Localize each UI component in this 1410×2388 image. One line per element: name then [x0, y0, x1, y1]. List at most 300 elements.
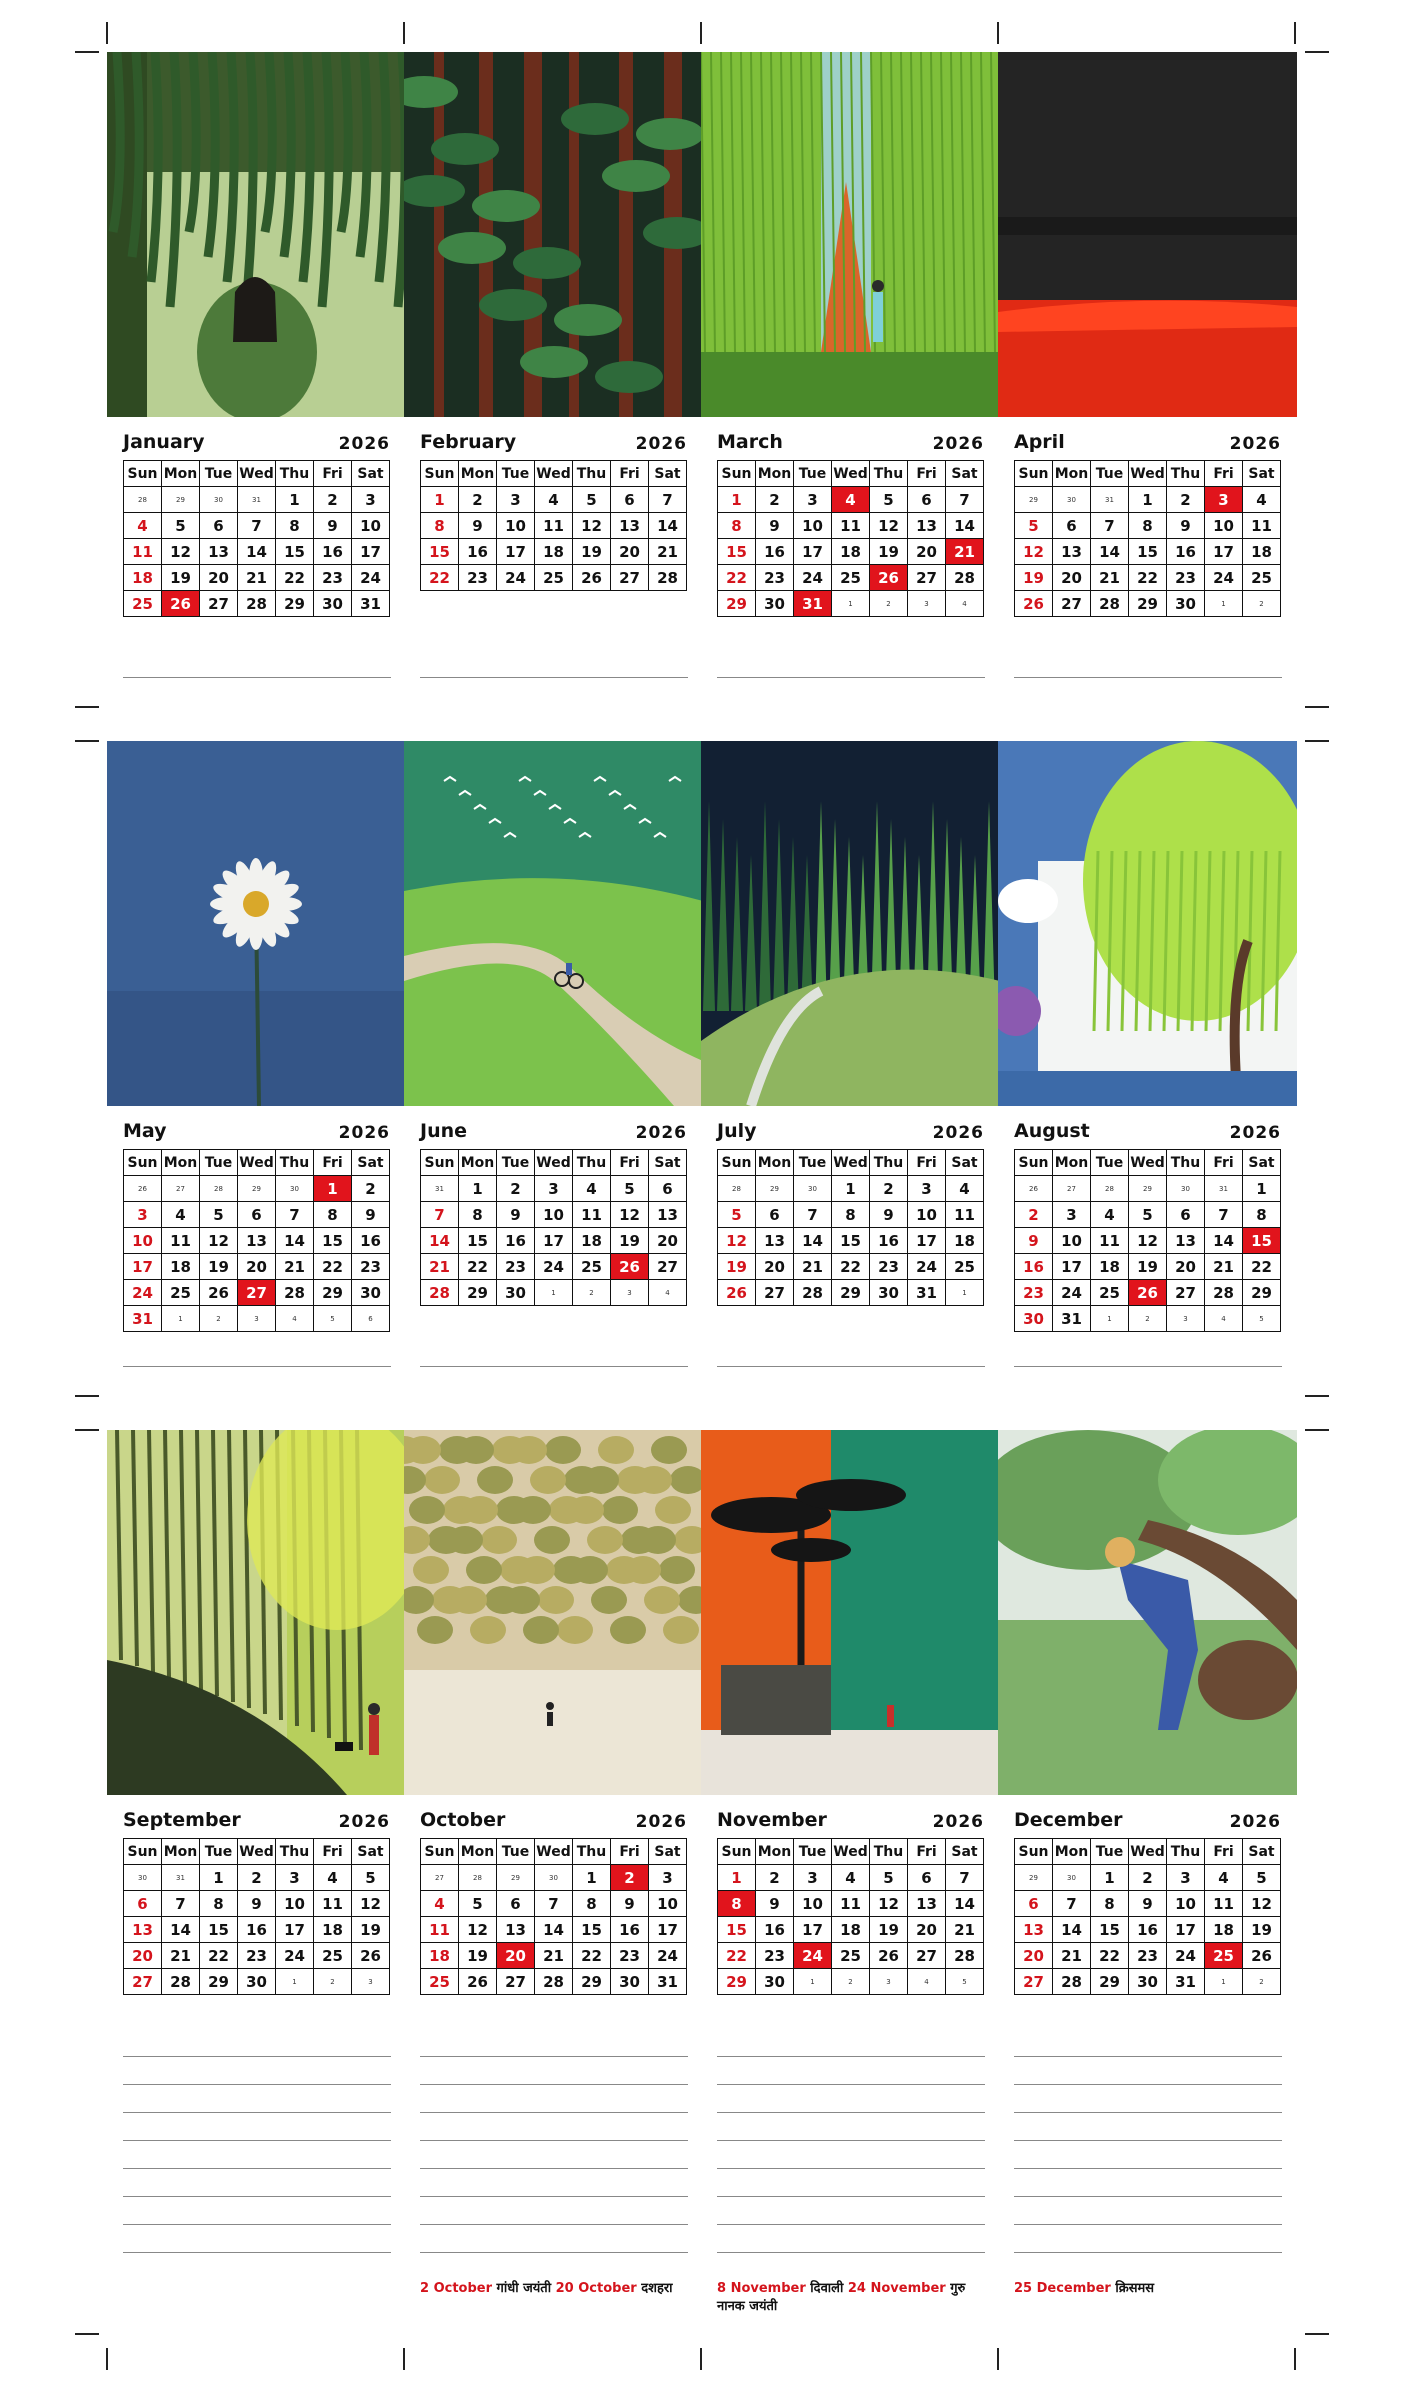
- day-cell: 2: [459, 487, 497, 513]
- day-cell: 7: [162, 1891, 200, 1917]
- holiday-name: क्रिसमस: [1115, 2281, 1155, 2296]
- day-cell: 22: [276, 565, 314, 591]
- day-cell: 26: [718, 1280, 756, 1306]
- holiday-day-cell: 3: [1205, 487, 1243, 513]
- week-row: [124, 1943, 390, 1969]
- cyclist-green-meadow-illustration: [404, 741, 703, 1106]
- day-cell: 25: [946, 1254, 984, 1280]
- weekday-header: Tue: [200, 1150, 238, 1176]
- day-cell: 20: [756, 1254, 794, 1280]
- day-cell: 16: [611, 1917, 649, 1943]
- day-cell: 25: [1091, 1280, 1129, 1306]
- day-cell: 9: [238, 1891, 276, 1917]
- month-year: 2026: [635, 1812, 687, 1832]
- month-calendar-grid: [420, 1149, 687, 1306]
- weekday-header: Sun: [1015, 1839, 1053, 1865]
- week-row: [421, 565, 687, 591]
- note-line: [123, 677, 391, 678]
- month-may: [107, 741, 406, 1441]
- note-line: [420, 2140, 688, 2141]
- week-row: [718, 539, 984, 565]
- month-name: August: [1014, 1120, 1090, 1142]
- day-cell: 6: [611, 487, 649, 513]
- adjacent-month-day-cell: 29: [238, 1176, 276, 1202]
- day-cell: 17: [124, 1254, 162, 1280]
- adjacent-month-day-cell: 29: [756, 1176, 794, 1202]
- adjacent-month-day-cell: 2: [870, 591, 908, 617]
- weekday-header: Wed: [832, 1839, 870, 1865]
- weekday-header: Fri: [611, 1150, 649, 1176]
- holiday-notes: [717, 2280, 987, 2316]
- day-cell: 14: [1091, 539, 1129, 565]
- day-cell: 3: [124, 1202, 162, 1228]
- note-line: [717, 677, 985, 678]
- crop-mark: [403, 2348, 405, 2370]
- crop-mark: [700, 22, 702, 44]
- week-row: [421, 1228, 687, 1254]
- holiday-date: 20 October: [555, 2281, 637, 2296]
- day-cell: 8: [314, 1202, 352, 1228]
- note-line: [123, 2084, 391, 2085]
- day-cell: 3: [794, 487, 832, 513]
- adjacent-month-day-cell: 2: [832, 1969, 870, 1995]
- day-cell: 4: [832, 1865, 870, 1891]
- holiday-day-cell: 27: [238, 1280, 276, 1306]
- adjacent-month-day-cell: 29: [1015, 1865, 1053, 1891]
- crop-mark: [997, 2348, 999, 2370]
- day-cell: 31: [649, 1969, 687, 1995]
- day-cell: 18: [946, 1228, 984, 1254]
- day-cell: 18: [1091, 1254, 1129, 1280]
- day-cell: 15: [1091, 1917, 1129, 1943]
- holiday-day-cell: 8: [718, 1891, 756, 1917]
- day-cell: 19: [459, 1943, 497, 1969]
- day-cell: 19: [611, 1228, 649, 1254]
- week-row: [718, 1202, 984, 1228]
- day-cell: 16: [352, 1228, 390, 1254]
- day-cell: 10: [1167, 1891, 1205, 1917]
- note-line: [420, 2224, 688, 2225]
- adjacent-month-day-cell: 31: [1205, 1176, 1243, 1202]
- day-cell: 20: [238, 1254, 276, 1280]
- daisy-blue-sky-illustration: [107, 741, 406, 1106]
- day-cell: 23: [611, 1943, 649, 1969]
- day-cell: 14: [946, 1891, 984, 1917]
- note-line: [420, 677, 688, 678]
- day-cell: 8: [276, 513, 314, 539]
- month-calendar-grid: [420, 460, 687, 591]
- day-cell: 5: [162, 513, 200, 539]
- day-cell: 23: [1167, 565, 1205, 591]
- holiday-day-cell: 21: [946, 539, 984, 565]
- day-cell: 11: [535, 513, 573, 539]
- month-november: [701, 1430, 1000, 2314]
- day-cell: 11: [832, 513, 870, 539]
- day-cell: 5: [870, 487, 908, 513]
- day-cell: 6: [238, 1202, 276, 1228]
- day-cell: 28: [649, 565, 687, 591]
- note-line: [1014, 1366, 1282, 1367]
- weekday-header: Wed: [1129, 1150, 1167, 1176]
- adjacent-month-day-cell: 29: [1129, 1176, 1167, 1202]
- day-cell: 9: [1015, 1228, 1053, 1254]
- weekday-header: Fri: [314, 1839, 352, 1865]
- day-cell: 9: [352, 1202, 390, 1228]
- weekday-header: Sun: [421, 1150, 459, 1176]
- day-cell: 16: [870, 1228, 908, 1254]
- day-cell: 8: [832, 1202, 870, 1228]
- adjacent-month-day-cell: 4: [946, 591, 984, 617]
- day-cell: 14: [535, 1917, 573, 1943]
- day-cell: 10: [794, 1891, 832, 1917]
- note-line: [1014, 2140, 1282, 2141]
- day-cell: 14: [946, 513, 984, 539]
- adjacent-month-day-cell: 3: [352, 1969, 390, 1995]
- day-cell: 29: [718, 1969, 756, 1995]
- week-row: [124, 1917, 390, 1943]
- month-calendar-grid: [717, 1149, 984, 1306]
- day-cell: 22: [1091, 1943, 1129, 1969]
- day-cell: 1: [276, 487, 314, 513]
- week-row: [124, 1176, 390, 1202]
- weekday-header: Wed: [535, 461, 573, 487]
- day-cell: 11: [946, 1202, 984, 1228]
- week-row: [1015, 539, 1281, 565]
- note-line: [1014, 2196, 1282, 2197]
- day-cell: 21: [1053, 1943, 1091, 1969]
- day-cell: 8: [421, 513, 459, 539]
- holiday-date: 8 November: [717, 2281, 806, 2296]
- day-cell: 17: [794, 539, 832, 565]
- weekday-header: Wed: [535, 1150, 573, 1176]
- adjacent-month-day-cell: 31: [421, 1176, 459, 1202]
- day-cell: 7: [946, 1865, 984, 1891]
- adjacent-month-day-cell: 26: [1015, 1176, 1053, 1202]
- day-cell: 9: [756, 1891, 794, 1917]
- weekday-header: Fri: [1205, 1839, 1243, 1865]
- day-cell: 8: [459, 1202, 497, 1228]
- day-cell: 17: [1205, 539, 1243, 565]
- day-cell: 27: [908, 1943, 946, 1969]
- adjacent-month-day-cell: 1: [162, 1306, 200, 1332]
- day-cell: 1: [1091, 1865, 1129, 1891]
- day-cell: 27: [611, 565, 649, 591]
- month-year: 2026: [1229, 434, 1281, 454]
- day-cell: 30: [314, 591, 352, 617]
- day-cell: 16: [497, 1228, 535, 1254]
- day-cell: 27: [1167, 1280, 1205, 1306]
- weekday-header: Thu: [276, 461, 314, 487]
- adjacent-month-day-cell: 31: [162, 1865, 200, 1891]
- day-cell: 22: [314, 1254, 352, 1280]
- day-cell: 20: [200, 565, 238, 591]
- week-row: [718, 1865, 984, 1891]
- month-name: November: [717, 1809, 827, 1831]
- weekday-header: Thu: [573, 1839, 611, 1865]
- day-cell: 14: [162, 1917, 200, 1943]
- day-cell: 26: [1243, 1943, 1281, 1969]
- day-cell: 2: [1129, 1865, 1167, 1891]
- day-cell: 31: [908, 1280, 946, 1306]
- holiday-name: दशहरा: [641, 2281, 673, 2296]
- day-cell: 17: [794, 1917, 832, 1943]
- day-cell: 31: [124, 1306, 162, 1332]
- day-cell: 7: [238, 513, 276, 539]
- note-line: [420, 2252, 688, 2253]
- day-cell: 15: [573, 1917, 611, 1943]
- week-row: [421, 1176, 687, 1202]
- adjacent-month-day-cell: 4: [908, 1969, 946, 1995]
- day-cell: 15: [421, 539, 459, 565]
- day-cell: 29: [276, 591, 314, 617]
- day-cell: 18: [1205, 1917, 1243, 1943]
- adjacent-month-day-cell: 30: [1053, 487, 1091, 513]
- month-april: [998, 52, 1297, 752]
- day-cell: 24: [649, 1943, 687, 1969]
- day-cell: 8: [573, 1891, 611, 1917]
- day-cell: 20: [908, 1917, 946, 1943]
- day-cell: 19: [1243, 1917, 1281, 1943]
- day-cell: 3: [794, 1865, 832, 1891]
- day-cell: 25: [832, 1943, 870, 1969]
- month-march: [701, 52, 1000, 752]
- day-cell: 24: [276, 1943, 314, 1969]
- adjacent-month-day-cell: 26: [124, 1176, 162, 1202]
- note-line: [123, 2112, 391, 2113]
- adjacent-month-day-cell: 3: [1167, 1306, 1205, 1332]
- day-cell: 25: [421, 1969, 459, 1995]
- day-cell: 15: [276, 539, 314, 565]
- day-cell: 10: [1053, 1228, 1091, 1254]
- weekday-header: Sun: [124, 1839, 162, 1865]
- week-row: [718, 487, 984, 513]
- day-cell: 26: [1015, 591, 1053, 617]
- day-cell: 20: [124, 1943, 162, 1969]
- day-cell: 23: [756, 565, 794, 591]
- day-cell: 26: [459, 1969, 497, 1995]
- holiday-day-cell: 26: [870, 565, 908, 591]
- day-cell: 5: [573, 487, 611, 513]
- week-row: [718, 1943, 984, 1969]
- day-cell: 8: [718, 513, 756, 539]
- week-row: [1015, 1969, 1281, 1995]
- crop-mark: [1305, 51, 1329, 53]
- weekday-header: Sun: [124, 461, 162, 487]
- day-cell: 2: [497, 1176, 535, 1202]
- week-row: [124, 1254, 390, 1280]
- crop-mark: [75, 1429, 99, 1431]
- day-cell: 4: [421, 1891, 459, 1917]
- day-cell: 25: [162, 1280, 200, 1306]
- adjacent-month-day-cell: 28: [200, 1176, 238, 1202]
- day-cell: 6: [200, 513, 238, 539]
- weekday-header: Thu: [870, 1839, 908, 1865]
- day-cell: 10: [276, 1891, 314, 1917]
- weekday-header: Mon: [162, 1839, 200, 1865]
- week-row: [718, 1176, 984, 1202]
- day-cell: 18: [314, 1917, 352, 1943]
- day-cell: 7: [276, 1202, 314, 1228]
- day-cell: 14: [1053, 1917, 1091, 1943]
- day-cell: 30: [238, 1969, 276, 1995]
- adjacent-month-day-cell: 1: [1205, 591, 1243, 617]
- day-cell: 21: [162, 1943, 200, 1969]
- week-row: [718, 565, 984, 591]
- week-row: [718, 1891, 984, 1917]
- willow-tree-house-illustration: [998, 741, 1297, 1106]
- month-july: [701, 741, 1000, 1441]
- day-cell: 9: [611, 1891, 649, 1917]
- day-cell: 13: [497, 1917, 535, 1943]
- note-line: [717, 2084, 985, 2085]
- day-cell: 30: [352, 1280, 390, 1306]
- day-cell: 15: [200, 1917, 238, 1943]
- weekday-header: Thu: [1167, 461, 1205, 487]
- note-line: [123, 2196, 391, 2197]
- day-cell: 19: [718, 1254, 756, 1280]
- day-cell: 27: [124, 1969, 162, 1995]
- pine-orange-teal-illustration: [701, 1430, 1000, 1795]
- day-cell: 29: [314, 1280, 352, 1306]
- crop-mark: [106, 22, 108, 44]
- day-cell: 15: [1129, 539, 1167, 565]
- week-row: [421, 1254, 687, 1280]
- note-line: [1014, 2084, 1282, 2085]
- day-cell: 21: [238, 565, 276, 591]
- day-cell: 30: [1129, 1969, 1167, 1995]
- day-cell: 12: [718, 1228, 756, 1254]
- day-cell: 28: [421, 1280, 459, 1306]
- weekday-header: Sun: [421, 461, 459, 487]
- day-cell: 19: [200, 1254, 238, 1280]
- day-cell: 29: [573, 1969, 611, 1995]
- day-cell: 25: [314, 1943, 352, 1969]
- month-name: February: [420, 431, 517, 453]
- weekday-header: Mon: [162, 1150, 200, 1176]
- crop-mark: [700, 2348, 702, 2370]
- day-cell: 29: [200, 1969, 238, 1995]
- day-cell: 18: [1243, 539, 1281, 565]
- day-cell: 20: [1053, 565, 1091, 591]
- month-calendar-grid: [123, 460, 390, 617]
- weekday-header: Fri: [611, 1839, 649, 1865]
- day-cell: 28: [1205, 1280, 1243, 1306]
- day-cell: 16: [756, 1917, 794, 1943]
- month-october: [404, 1430, 703, 2296]
- day-cell: 22: [200, 1943, 238, 1969]
- week-row: [421, 513, 687, 539]
- day-cell: 3: [352, 487, 390, 513]
- day-cell: 24: [794, 565, 832, 591]
- crop-mark: [75, 51, 99, 53]
- note-line: [123, 2224, 391, 2225]
- week-row: [421, 1865, 687, 1891]
- note-line: [717, 2140, 985, 2141]
- adjacent-month-day-cell: 2: [314, 1969, 352, 1995]
- week-row: [124, 1865, 390, 1891]
- week-row: [1015, 1891, 1281, 1917]
- adjacent-month-day-cell: 28: [718, 1176, 756, 1202]
- month-year: 2026: [635, 434, 687, 454]
- day-cell: 28: [946, 1943, 984, 1969]
- day-cell: 6: [649, 1176, 687, 1202]
- day-cell: 2: [756, 487, 794, 513]
- day-cell: 1: [1129, 487, 1167, 513]
- day-cell: 29: [1243, 1280, 1281, 1306]
- adjacent-month-day-cell: 30: [794, 1176, 832, 1202]
- weekday-header: Tue: [1091, 1150, 1129, 1176]
- note-line: [123, 2056, 391, 2057]
- week-row: [124, 1228, 390, 1254]
- day-cell: 4: [162, 1202, 200, 1228]
- day-cell: 28: [238, 591, 276, 617]
- weekday-header: Sat: [946, 1150, 984, 1176]
- day-cell: 24: [1053, 1280, 1091, 1306]
- day-cell: 16: [238, 1917, 276, 1943]
- adjacent-month-day-cell: 4: [276, 1306, 314, 1332]
- day-cell: 8: [1091, 1891, 1129, 1917]
- day-cell: 30: [497, 1280, 535, 1306]
- day-cell: 11: [162, 1228, 200, 1254]
- month-name: January: [123, 431, 205, 453]
- day-cell: 30: [1167, 591, 1205, 617]
- weekday-header: Tue: [200, 1839, 238, 1865]
- day-cell: 14: [276, 1228, 314, 1254]
- day-cell: 16: [1167, 539, 1205, 565]
- day-cell: 30: [1015, 1306, 1053, 1332]
- day-cell: 15: [718, 1917, 756, 1943]
- day-cell: 23: [870, 1254, 908, 1280]
- weekday-header: Thu: [1167, 1839, 1205, 1865]
- day-cell: 13: [611, 513, 649, 539]
- adjacent-month-day-cell: 4: [649, 1280, 687, 1306]
- day-cell: 3: [535, 1176, 573, 1202]
- holiday-day-cell: 4: [832, 487, 870, 513]
- week-row: [421, 1943, 687, 1969]
- adjacent-month-day-cell: 30: [276, 1176, 314, 1202]
- note-line: [420, 2168, 688, 2169]
- note-line: [1014, 677, 1282, 678]
- adjacent-month-day-cell: 30: [1167, 1176, 1205, 1202]
- weekday-header: Sun: [1015, 461, 1053, 487]
- day-cell: 1: [1243, 1176, 1281, 1202]
- weekday-header: Sun: [718, 1839, 756, 1865]
- weekday-header: Wed: [238, 1150, 276, 1176]
- day-cell: 18: [535, 539, 573, 565]
- day-cell: 1: [718, 487, 756, 513]
- month-calendar-grid: [1014, 1838, 1281, 1995]
- note-line: [717, 2224, 985, 2225]
- weekday-header: Sun: [718, 1150, 756, 1176]
- day-cell: 10: [649, 1891, 687, 1917]
- weekday-header: Mon: [1053, 1839, 1091, 1865]
- day-cell: 22: [718, 1943, 756, 1969]
- weekday-header: Tue: [200, 461, 238, 487]
- day-cell: 2: [756, 1865, 794, 1891]
- adjacent-month-day-cell: 2: [1243, 591, 1281, 617]
- week-row: [421, 1280, 687, 1306]
- day-cell: 19: [1129, 1254, 1167, 1280]
- weekday-header: Wed: [832, 1150, 870, 1176]
- day-cell: 4: [573, 1176, 611, 1202]
- adjacent-month-day-cell: 29: [497, 1865, 535, 1891]
- day-cell: 23: [497, 1254, 535, 1280]
- day-cell: 6: [1167, 1202, 1205, 1228]
- crop-mark: [75, 1395, 99, 1397]
- holiday-name: दिवाली: [810, 2281, 844, 2296]
- day-cell: 7: [794, 1202, 832, 1228]
- holiday-name: गुरु नानक जयंती: [717, 2281, 966, 2314]
